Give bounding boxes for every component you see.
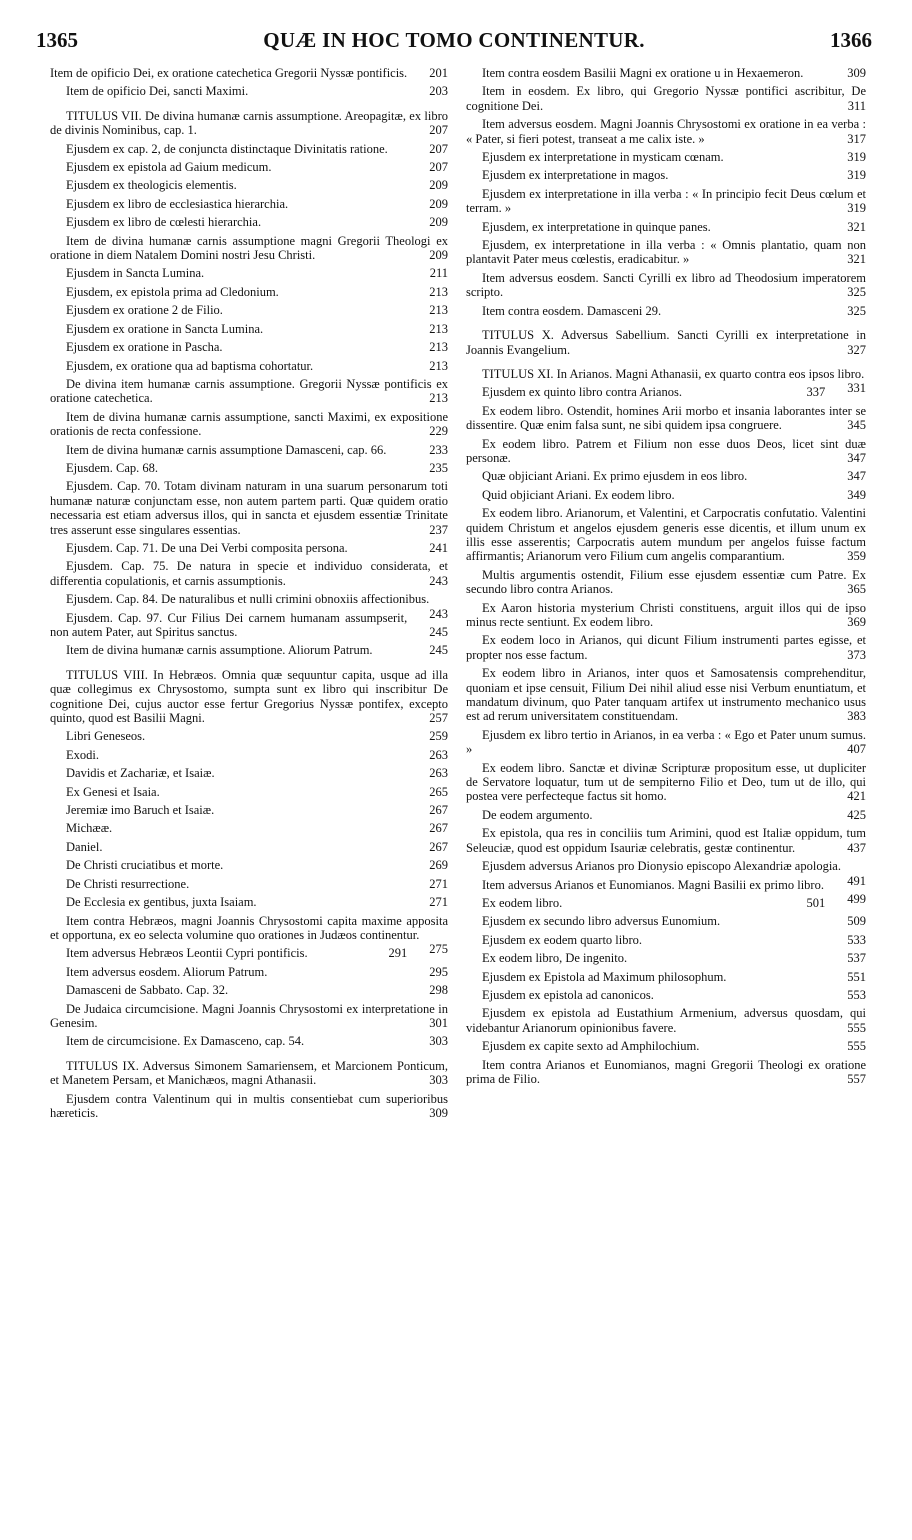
entry-text: Ejusdem ex interpretatione in mysticam cœnam. [482, 150, 724, 165]
entry-text: Ejusdem ex oratione 2 de Filio. [66, 303, 223, 318]
contents-entry [466, 168, 868, 182]
entry-page-number: 213 [429, 391, 448, 406]
entry-text: Ex eodem libro. Patrem et Filium non esse duos Deos, licet sint duæ personæ. [466, 436, 866, 465]
contents-entry [466, 150, 868, 164]
titulus-heading [466, 328, 868, 357]
entry-text: Quæ objiciant Ariani. Ex primo ejusdem in eos libro. [482, 469, 748, 484]
contents-entry [466, 66, 868, 80]
entry-page-number: 383 [847, 709, 866, 724]
contents-entry [50, 803, 450, 817]
entry-page-number: 319 [847, 201, 866, 216]
contents-entry [50, 142, 450, 156]
entry-text: Davidis et Zachariæ, et Isaiæ. [66, 766, 215, 781]
entry-text: Ejusdem ex interpretatione in magos. [482, 168, 669, 183]
left-column [50, 66, 450, 1124]
entry-text: Ejusdem ex epistola ad canonicos. [482, 987, 654, 1002]
entry-page-number: 337 [806, 385, 826, 400]
contents-entry [466, 1006, 868, 1035]
contents-entry [466, 117, 868, 146]
contents-entry [466, 826, 868, 855]
contents-entry [50, 965, 450, 979]
contents-entry [466, 469, 868, 483]
entry-text: Ejusdem. Cap. 84. De naturalibus et nulli crimini obnoxiis affectionibus. [66, 592, 430, 607]
entry-page-number: 365 [847, 582, 866, 597]
contents-entry [50, 215, 450, 229]
entry-page-number: 213 [429, 321, 448, 336]
entry-text: Ex eodem libro, De ingenito. [482, 951, 628, 966]
contents-entry [50, 410, 450, 439]
contents-entry [466, 633, 868, 662]
entry-page-number: 331 [847, 381, 866, 396]
contents-entry [50, 359, 450, 373]
contents-entry [50, 266, 450, 280]
entry-text: Item contra Hebræos, magni Joannis Chrysostomi capita maxime apposita et opportuna, ex eo selecta volumine quo orationes in Judæos continentur. [50, 913, 448, 942]
entry-page-number: 551 [847, 969, 866, 984]
entry-page-number: 298 [429, 983, 448, 998]
contents-entry [50, 877, 450, 891]
contents-entry [466, 304, 868, 318]
contents-entry [50, 821, 450, 835]
contents-entry [466, 1039, 868, 1053]
contents-entry [50, 285, 450, 299]
entry-text: TITULUS VII. De divina humanæ carnis assumptione. Areopagitæ, ex libro de divinis Nominibus, cap. 1. [50, 108, 448, 138]
entry-text: Ejusdem, ex interpretatione in illa verba : « Omnis plantatio, quam non plantavit Pater meus cœlestis, eradicabitur. » [466, 238, 866, 267]
entry-text: TITULUS XI. In Arianos. Magni Athanasii, ex quarto contra eos ipsos libro. [482, 366, 865, 381]
entry-text: Item de divina humanæ carnis assumptione. Aliorum Patrum. [66, 643, 373, 658]
entry-text: Ex Genesi et Isaia. [66, 784, 160, 799]
entry-text: Ejusdem. Cap. 70. Totam divinam naturam in una suarum personarum toti humanæ naturæ conjunctam esse, non autem partem parti. Quæ quidem oratio necessaria est etiam adversus illos, qui in sancta et ejusdem essentiæ Trinitate tres asserunt esse singulares essentias. [50, 479, 448, 537]
contents-entry [466, 951, 868, 965]
contents-entry [50, 234, 450, 263]
entry-text: Item adversus Arianos et Eunomianos. Magni Basilii ex primo libro. [482, 877, 824, 892]
contents-entry [466, 488, 868, 502]
entry-text: De eodem argumento. [482, 807, 593, 822]
entry-page-number: 241 [429, 540, 448, 555]
contents-entry [50, 66, 450, 80]
entry-page-number: 369 [847, 615, 866, 629]
entry-text: Ejusdem. Cap. 97. Cur Filius Dei carnem humanam assumpserit, non autem Pater, aut Spiritus sanctus. [50, 610, 408, 639]
entry-page-number: 243 [429, 573, 448, 588]
entry-page-number: 437 [847, 840, 866, 855]
entry-text: TITULUS VIII. In Hebræos. Omnia quæ sequuntur capita, usque ad illa quæ collegimus ex Chrysostomo, sumpta sunt ex libro qui inscribitur De cognitione Dei, cujus auctor esse fertur Gregorius Nyssæ pontifex, excepto quinto, quod est Basilii Magni. [50, 667, 448, 726]
entry-page-number: 243 [429, 606, 448, 621]
entry-page-number: 213 [429, 303, 448, 318]
contents-entry [50, 840, 450, 854]
entry-page-number: 309 [429, 1105, 448, 1120]
entry-page-number: 349 [847, 487, 866, 502]
entry-page-number: 245 [429, 643, 448, 658]
running-header [36, 28, 872, 58]
contents-entry [50, 443, 450, 457]
contents-entry [466, 568, 868, 597]
entry-text: Ejusdem adversus Arianos pro Dionysio episcopo Alexandriæ apologia. [482, 859, 841, 874]
entry-text: Ejusdem ex quinto libro contra Arianos. [482, 385, 682, 400]
entry-page-number: 235 [429, 460, 448, 475]
entry-page-number: 267 [429, 821, 448, 836]
contents-entry [50, 377, 450, 406]
entry-page-number: 325 [847, 285, 866, 300]
entry-text: Jeremiæ imo Baruch et Isaiæ. [66, 803, 215, 818]
page-number-left: 1365 [36, 28, 78, 52]
contents-entry [50, 592, 450, 621]
entry-page-number: 229 [429, 424, 448, 439]
entry-page-number: 271 [429, 876, 448, 891]
entry-text: Quid objiciant Ariani. Ex eodem libro. [482, 487, 675, 502]
contents-entry [466, 933, 868, 947]
entry-page-number: 211 [429, 266, 448, 281]
entry-page-number: 347 [847, 450, 866, 465]
contents-entry [466, 506, 868, 564]
contents-entry [466, 761, 868, 804]
entry-page-number: 491 [847, 873, 866, 888]
contents-entry [50, 303, 450, 317]
entry-text: Ejusdem, ex oratione qua ad baptisma cohortatur. [66, 358, 314, 373]
entry-page-number: 245 [429, 625, 448, 639]
entry-text: Item de opificio Dei, ex oratione catechetica Gregorii Nyssæ pontificis. [50, 66, 408, 80]
entry-page-number: 209 [429, 178, 448, 193]
contents-entry [466, 238, 868, 267]
entry-text: Ex epistola, qua res in conciliis tum Arimini, quod est Italiæ oppidum, tum Seleuciæ, quod est oppidum Isauriæ celebratis, gestæ continentur. [466, 826, 866, 855]
contents-entry [466, 728, 868, 757]
contents-entry [50, 178, 450, 192]
contents-entry [50, 197, 450, 211]
contents-entry [50, 1034, 450, 1048]
entry-text: De Judaica circumcisione. Magni Joannis Chrysostomi ex interpretatione in Genesim. [50, 1001, 448, 1030]
entry-text: Ejusdem. Cap. 68. [66, 460, 159, 475]
entry-text: Ejusdem ex Epistola ad Maximum philosophum. [482, 969, 727, 984]
entry-text: Michææ. [66, 821, 113, 836]
titulus-heading [50, 1059, 450, 1088]
contents-entry [50, 785, 450, 799]
right-column [466, 66, 868, 1090]
entry-page-number: 303 [429, 1034, 448, 1049]
entry-page-number: 317 [847, 131, 866, 146]
entry-page-number: 267 [429, 803, 448, 818]
contents-entry [50, 858, 450, 872]
entry-page-number: 259 [429, 729, 448, 744]
contents-entry [466, 84, 868, 113]
entry-text: Ex eodem loco in Arianos, qui dicunt Filium instrumenti partes egisse, et propter nos esse factum. [466, 633, 866, 662]
contents-entry [466, 437, 868, 466]
entry-text: Exodi. [66, 747, 99, 762]
entry-text: Libri Geneseos. [66, 729, 146, 744]
contents-entry [50, 946, 450, 960]
entry-page-number: 553 [847, 987, 866, 1002]
contents-entry [50, 983, 450, 997]
contents-entry [50, 461, 450, 475]
entry-text: TITULUS IX. Adversus Simonem Samariensem, et Marcionem Ponticum, et Manetem Persam, et Manichæos, magni Athanasii. [50, 1058, 448, 1088]
contents-entry [50, 729, 450, 743]
entry-page-number: 311 [847, 98, 866, 113]
entry-page-number: 209 [429, 196, 448, 211]
entry-page-number: 327 [847, 342, 866, 357]
entry-page-number: 421 [847, 789, 866, 804]
entry-text: Daniel. [66, 839, 103, 854]
entry-text: Item contra eosdem Basilii Magni ex oratione u in Hexaemeron. [482, 66, 804, 80]
entry-page-number: 501 [806, 895, 826, 910]
entry-page-number: 321 [847, 219, 866, 234]
entry-text: Item de opificio Dei, sancti Maximi. [66, 84, 249, 99]
contents-entry [466, 187, 868, 216]
entry-page-number: 347 [847, 469, 866, 484]
entry-text: Item de divina humanæ carnis assumptione, sancti Maximi, ex expositione orationis de recta confessione. [50, 409, 448, 439]
entry-text: Ex eodem libro. Arianorum, et Valentini, et Carpocratis confutatio. Valentini quidem Christum et angelos ejusdem generis esse dicentis, et illum unum ex illis esse asserentis; Carpocratis autem mundum per angelos fuisse factum affirmantis; Arianorum vero Filium cum angelis comparantium. [466, 506, 866, 564]
entry-page-number: 275 [429, 942, 448, 957]
contents-entry [50, 1092, 450, 1121]
entry-text: Item in eosdem. Ex libro, qui Gregorio Nyssæ pontifici ascribitur, De cognitione Dei. [466, 84, 866, 113]
contents-entry [50, 1002, 450, 1031]
entry-text: Ejusdem ex oratione in Sancta Lumina. [66, 321, 264, 336]
entry-page-number: 269 [429, 858, 448, 873]
entry-page-number: 207 [429, 123, 448, 138]
entry-page-number: 537 [847, 951, 866, 966]
entry-text: Ejusdem ex oratione in Pascha. [66, 340, 223, 355]
entry-page-number: 263 [429, 747, 448, 762]
entry-page-number: 237 [429, 522, 448, 537]
entry-page-number: 555 [847, 1039, 866, 1054]
contents-entry [466, 601, 868, 630]
entry-text: Ejusdem ex libro de ecclesiastica hierarchia. [66, 196, 289, 211]
entry-page-number: 555 [847, 1020, 866, 1035]
contents-entry [50, 541, 450, 555]
entry-page-number: 319 [847, 168, 866, 183]
entry-text: Ejusdem. Cap. 71. De una Dei Verbi composita persona. [66, 540, 348, 555]
entry-page-number: 209 [429, 215, 448, 230]
contents-entry [466, 271, 868, 300]
entry-text: Item de divina humanæ carnis assumptione magni Gregorii Theologi ex oratione in diem Natalem Domini nostri Jesu Christi. [50, 233, 448, 263]
entry-text: Ejusdem ex capite sexto ad Amphilochium. [482, 1039, 700, 1054]
entry-page-number: 407 [847, 742, 866, 757]
entry-page-number: 213 [429, 284, 448, 299]
entry-text: Item adversus eosdem. Sancti Cyrilli ex libro ad Theodosium imperatorem scripto. [466, 270, 866, 300]
entry-page-number: 303 [429, 1073, 448, 1088]
entry-text: Ejusdem ex epistola ad Eustathium Armenium, adversus quosdam, qui videbantur Arianorum opinionibus favere. [466, 1006, 866, 1035]
entry-text: Ejusdem, ex interpretatione in quinque panes. [482, 219, 711, 234]
entry-page-number: 263 [429, 766, 448, 781]
entry-text: Damasceni de Sabbato. Cap. 32. [66, 983, 229, 998]
entry-text: Item de divina humanæ carnis assumptione Damasceni, cap. 66. [66, 442, 387, 457]
entry-page-number: 321 [847, 252, 866, 267]
contents-entry [466, 808, 868, 822]
contents-entry [50, 340, 450, 354]
contents-entry [50, 748, 450, 762]
contents-entry [466, 385, 868, 399]
entry-text: Ejusdem. Cap. 75. De natura in specie et individuo considerata, et differentia copulationis, et carnis assumptionis. [50, 559, 448, 588]
contents-entry [50, 559, 450, 588]
entry-page-number: 373 [847, 647, 866, 662]
entry-page-number: 325 [847, 303, 866, 318]
entry-text: Ejusdem contra Valentinum qui in multis consentiebat cum superioribus hæreticis. [50, 1091, 448, 1120]
entry-text: Ejusdem in Sancta Lumina. [66, 266, 205, 281]
contents-entry [50, 643, 450, 657]
contents-entry [466, 896, 868, 910]
entry-text: De Christi resurrectione. [66, 876, 190, 891]
contents-entry [466, 404, 868, 433]
entry-text: Ejusdem ex cap. 2, de conjuncta distinctaque Divinitatis ratione. [66, 141, 388, 156]
entry-page-number: 213 [429, 358, 448, 373]
entry-page-number: 533 [847, 932, 866, 947]
entry-text: Ejusdem ex interpretatione in illa verba : « In principio fecit Deus cœlum et terram. » [466, 186, 866, 216]
entry-page-number: 557 [847, 1071, 866, 1086]
entry-text: De divina item humanæ carnis assumptione. Gregorii Nyssæ pontificis ex oratione catechetica. [50, 376, 448, 406]
contents-entry [466, 220, 868, 234]
entry-text: Item contra eosdem. Damasceni 29. [482, 303, 662, 318]
entry-text: Ejusdem ex libro de cœlesti hierarchia. [66, 215, 262, 230]
entry-page-number: 301 [429, 1015, 448, 1030]
titulus-heading [50, 668, 450, 726]
entry-text: Item adversus eosdem. Aliorum Patrum. [66, 964, 268, 979]
entry-page-number: 267 [429, 839, 448, 854]
entry-text: De Ecclesia ex gentibus, juxta Isaiam. [66, 895, 257, 910]
entry-page-number: 359 [847, 549, 866, 564]
entry-text: Ex eodem libro. Ostendit, homines Arii morbo et insania laborantes inter se dissentire. Quæ enim falsa sunt, ne sibi quidem ipsa congruere. [466, 403, 866, 433]
page-number-right: 1366 [830, 28, 872, 52]
entry-page-number: 257 [429, 711, 448, 726]
entry-text: Item adversus eosdem. Magni Joannis Chrysostomi ex oratione in ea verba : « Pater, si fieri potest, transeat a me calix iste. » [466, 117, 866, 146]
entry-page-number: 509 [847, 914, 866, 929]
contents-entry [466, 666, 868, 724]
contents-entry [50, 895, 450, 909]
page-title: QUÆ IN HOC TOMO CONTINENTUR. [263, 28, 645, 52]
entry-text: Ex Aaron historia mysterium Christi constituens, arguit illos qui de ipso minus recte sentiunt. Ex eodem libro. [466, 600, 866, 629]
contents-entry [466, 1058, 868, 1087]
contents-entry [466, 970, 868, 984]
entry-text: Item contra Arianos et Eunomianos, magni Gregorii Theologi ex oratione prima de Filio. [466, 1057, 866, 1086]
contents-entry [50, 84, 450, 98]
entry-page-number: 499 [847, 891, 866, 906]
entry-text: Ejusdem ex libro tertio in Arianos, in ea verba : « Ego et Pater unum sumus. » [466, 727, 866, 757]
entry-page-number: 271 [429, 895, 448, 910]
entry-page-number: 209 [429, 248, 448, 263]
entry-page-number: 233 [429, 442, 448, 457]
entry-page-number: 207 [429, 141, 448, 156]
entry-text: Multis argumentis ostendit, Filium esse ejusdem essentiæ cum Patre. Ex secundo libro contra Arianos. [466, 567, 866, 597]
entry-page-number: 425 [847, 807, 866, 822]
entry-page-number: 213 [429, 340, 448, 355]
entry-page-number: 309 [847, 66, 866, 80]
entry-text: TITULUS X. Adversus Sabellium. Sancti Cyrilli ex interpretatione in Joannis Evangelium. [466, 328, 866, 357]
entry-text: Item de circumcisione. Ex Damasceno, cap. 54. [66, 1034, 305, 1049]
entry-text: Ex eodem libro. Sanctæ et divinæ Scripturæ propositum esse, ut dupliciter de Servatore loquatur, tum ut de sempiterno Filio et Deo, tum ut de illo, qui postea vere perfecteque factus sit homo. [466, 760, 866, 804]
entry-page-number: 207 [429, 160, 448, 175]
entry-page-number: 203 [429, 84, 448, 99]
entry-text: Ejusdem ex secundo libro adversus Eunomium. [482, 914, 721, 929]
contents-entry [466, 988, 868, 1002]
entry-page-number: 295 [429, 964, 448, 979]
entry-text: Ex eodem libro in Arianos, inter quos et Samosatensis comprehenditur, quoniam et ipse censuit, Filium Dei nihil aliud esse nisi Verbum enuntiatum, et mandatum divinum, quo Pater tanquam artifex ut instrumento mechanico usus est ad rerum universitatem constituendam. [466, 666, 866, 724]
entry-text: Ejusdem ex theologicis elementis. [66, 178, 237, 193]
entry-text: Ejusdem ex epistola ad Gaium medicum. [66, 160, 272, 175]
entry-text: Item adversus Hebræos Leontii Cypri pontificis. [66, 946, 308, 961]
contents-entry [50, 766, 450, 780]
entry-page-number: 319 [847, 150, 866, 165]
contents-entry [466, 914, 868, 928]
entry-page-number: 201 [429, 66, 448, 80]
entry-page-number: 265 [429, 784, 448, 799]
entry-page-number: 291 [388, 946, 408, 961]
entry-page-number: 345 [847, 418, 866, 433]
contents-entry [50, 322, 450, 336]
contents-entry [50, 160, 450, 174]
entry-text: Ex eodem libro. [482, 895, 563, 910]
titulus-heading [50, 109, 450, 138]
entry-text: De Christi cruciatibus et morte. [66, 858, 224, 873]
contents-entry [50, 479, 450, 537]
entry-text: Ejusdem ex eodem quarto libro. [482, 932, 643, 947]
contents-entry [50, 611, 450, 640]
entry-text: Ejusdem, ex epistola prima ad Cledonium. [66, 284, 279, 299]
